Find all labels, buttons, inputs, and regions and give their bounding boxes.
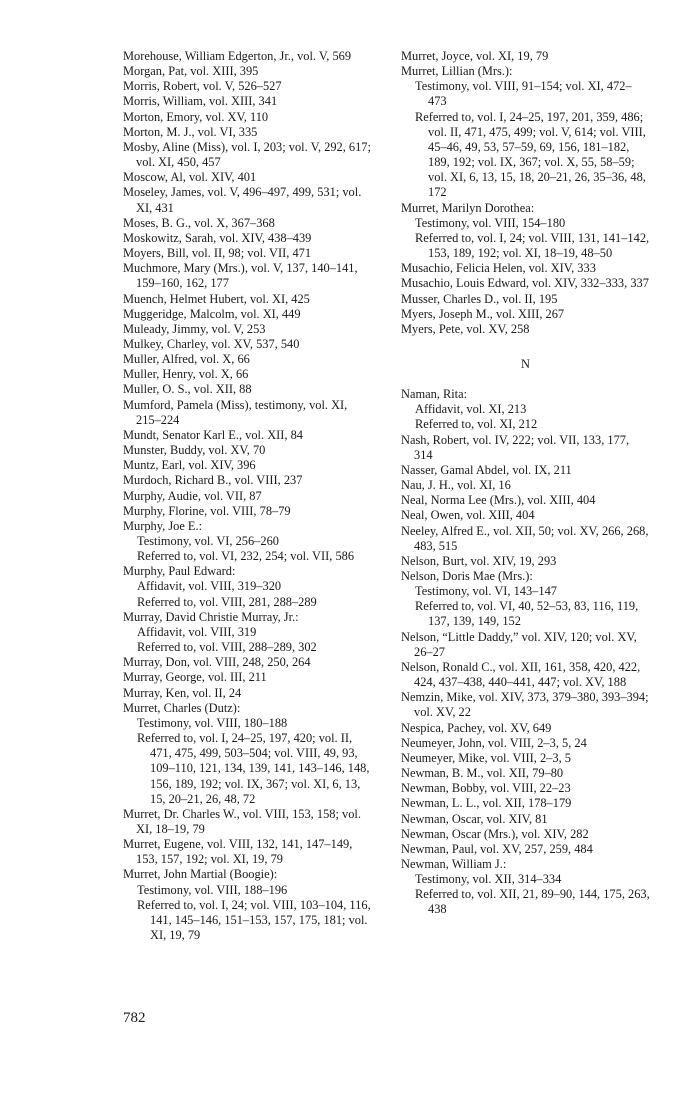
- index-entry: Morris, Robert, vol. V, 526–527: [123, 79, 282, 94]
- index-subentry: Referred to, vol. I, 24–25, 197, 201, 359, 486; vol. II, 471, 475, 499; vol. V, 614; vol. VIII, 45–46, 49, 53, 57–59, 69, 156, 181–182, 189, 192; vol. IX, 367; vol. X, 55, 58–59; vol. XI, 6, 13, 15, 18, 20–21, 26, 35–36, 48, 172: [415, 109, 646, 200]
- index-subentry: Testimony, vol. XII, 314–334: [415, 872, 562, 887]
- index-entry: Newman, Paul, vol. XV, 257, 259, 484: [401, 841, 593, 856]
- index-entry: Moscow, Al, vol. XIV, 401: [123, 170, 257, 185]
- index-column-right: [401, 49, 650, 918]
- index-entry: Nelson, “Little Daddy,” vol. XIV, 120; vol. XV, 26–27: [401, 629, 637, 659]
- index-entry: Neal, Norma Lee (Mrs.), vol. XIII, 404: [401, 493, 596, 508]
- index-subentry: Referred to, vol. VIII, 288–289, 302: [137, 640, 317, 655]
- index-entry: Moskowitz, Sarah, vol. XIV, 438–439: [123, 230, 312, 245]
- index-entry: Mulkey, Charley, vol. XV, 537, 540: [123, 336, 300, 351]
- index-entry: Morton, M. J., vol. VI, 335: [123, 124, 258, 139]
- index-entry: Murphy, Audie, vol. VII, 87: [123, 488, 262, 503]
- index-subentry: Testimony, vol. VIII, 180–188: [137, 715, 288, 730]
- index-entry: Neeley, Alfred E., vol. XII, 50; vol. XV, 266, 268, 483, 515: [401, 523, 649, 553]
- index-entry: Murphy, Paul Edward:: [123, 564, 236, 579]
- index-entry: Muggeridge, Malcolm, vol. XI, 449: [123, 306, 301, 321]
- index-entry: Nau, J. H., vol. XI, 16: [401, 478, 511, 493]
- index-entry: Moseley, James, vol. V, 496–497, 499, 531; vol. XI, 431: [123, 185, 362, 215]
- index-subentry: Referred to, vol. XI, 212: [415, 417, 538, 432]
- index-entry: Muller, Henry, vol. X, 66: [123, 367, 249, 382]
- page-number: 782: [123, 1010, 146, 1026]
- index-entry: Murret, Lillian (Mrs.):: [401, 64, 513, 79]
- index-entry: Newman, Oscar (Mrs.), vol. XIV, 282: [401, 826, 589, 841]
- index-entry: Murray, David Christie Murray, Jr.:: [123, 609, 299, 624]
- index-entry: Mundt, Senator Karl E., vol. XII, 84: [123, 427, 303, 442]
- index-entry: Morton, Emory, vol. XV, 110: [123, 109, 269, 124]
- index-entry: Mosby, Aline (Miss), vol. I, 203; vol. V, 292, 617; vol. XI, 450, 457: [123, 139, 371, 170]
- index-entry: Morehouse, William Edgerton, Jr., vol. V, 569: [123, 49, 352, 63]
- index-entry: Musser, Charles D., vol. II, 195: [401, 291, 558, 306]
- index-entry: Moses, B. G., vol. X, 367–368: [123, 215, 275, 230]
- index-entry: Murret, Joyce, vol. XI, 19, 79: [401, 49, 549, 63]
- index-entry: Neumeyer, John, vol. VIII, 2–3, 5, 24: [401, 735, 587, 750]
- index-subentry: Affidavit, vol. XI, 213: [415, 402, 527, 417]
- index-entry: Moyers, Bill, vol. II, 98; vol. VII, 471: [123, 246, 312, 261]
- index-entry: Nelson, Ronald C., vol. XII, 161, 358, 420, 422, 424, 437–438, 440–441, 447; vol. XV, 188: [401, 659, 641, 690]
- index-entry: Murret, Eugene, vol. VIII, 132, 141, 147–149, 153, 157, 192; vol. XI, 19, 79: [123, 837, 353, 867]
- index-entry: Naman, Rita:: [401, 387, 468, 402]
- index-subentry: Testimony, vol. VI, 256–260: [137, 534, 279, 548]
- index-entry: Nemzin, Mike, vol. XIV, 373, 379–380, 393–394; vol. XV, 22: [401, 690, 649, 720]
- index-subentry: Affidavit, vol. VIII, 319–320: [137, 579, 282, 594]
- index-entry: Murray, Ken, vol. II, 24: [123, 685, 242, 700]
- index-subentry: Testimony, vol. VIII, 91–154; vol. XI, 472–473: [415, 79, 632, 109]
- index-entry: Murret, Marilyn Dorothea:: [401, 200, 535, 215]
- index-entry: Newman, Oscar, vol. XIV, 81: [401, 811, 548, 826]
- index-entry: Murret, Charles (Dutz):: [123, 700, 241, 715]
- index-entry: Musachio, Felicia Helen, vol. XIV, 333: [401, 261, 596, 276]
- index-column-left: [123, 49, 372, 943]
- section-letter-heading: N: [521, 356, 530, 371]
- index-entry: Munster, Buddy, vol. XV, 70: [123, 443, 266, 458]
- index-entry: Muench, Helmet Hubert, vol. XI, 425: [123, 291, 310, 306]
- index-entry: Murret, John Martial (Boogie):: [123, 867, 278, 882]
- index-entry: Myers, Pete, vol. XV, 258: [401, 321, 530, 336]
- index-entry: Murret, Dr. Charles W., vol. VIII, 153, 158; vol. XI, 18–19, 79: [123, 806, 361, 836]
- index-subentry: Referred to, vol. VI, 40, 52–53, 83, 116, 119, 137, 139, 149, 152: [415, 599, 639, 629]
- index-subentry: Referred to, vol. XII, 21, 89–90, 144, 175, 263, 438: [415, 887, 650, 917]
- index-entry: Nespica, Pachey, vol. XV, 649: [401, 720, 552, 735]
- index-entry: Newman, Bobby, vol. VIII, 22–23: [401, 781, 571, 796]
- index-entry: Myers, Joseph M., vol. XIII, 267: [401, 306, 565, 321]
- index-subentry: Referred to, vol. I, 24; vol. VIII, 103–104, 116, 141, 145–146, 151–153, 157, 175, 181; vol. XI, 19, 79: [137, 897, 371, 943]
- index-entry: Nasser, Gamal Abdel, vol. IX, 211: [401, 462, 572, 477]
- index-entry: Newman, B. M., vol. XII, 79–80: [401, 766, 564, 781]
- index-entry: Musachio, Louis Edward, vol. XIV, 332–333, 337: [401, 276, 649, 291]
- index-entry: Mumford, Pamela (Miss), testimony, vol. XI, 215–224: [123, 397, 348, 427]
- index-subentry: Referred to, vol. I, 24; vol. VIII, 131, 141–142, 153, 189, 192; vol. XI, 18–19, 48–50: [415, 230, 650, 261]
- index-entry: Nelson, Doris Mae (Mrs.):: [401, 569, 533, 583]
- index-entry: Morgan, Pat, vol. XIII, 395: [123, 64, 259, 79]
- index-entry: Neal, Owen, vol. XIII, 404: [401, 508, 535, 523]
- index-entry: Morris, William, vol. XIII, 341: [123, 94, 278, 109]
- index-entry: Muleady, Jimmy, vol. V, 253: [123, 321, 266, 336]
- index-entry: Newman, William J.:: [401, 856, 507, 871]
- index-subentry: Testimony, vol. VIII, 188–196: [137, 882, 288, 897]
- index-subentry: Testimony, vol. VI, 143–147: [415, 584, 557, 599]
- index-entry: Murdoch, Richard B., vol. VIII, 237: [123, 473, 303, 488]
- index-entry: Murray, George, vol. III, 211: [123, 670, 267, 685]
- index-entry: Muller, O. S., vol. XII, 88: [123, 382, 252, 397]
- index-entry: Muchmore, Mary (Mrs.), vol. V, 137, 140–141, 159–160, 162, 177: [123, 261, 358, 291]
- index-entry: Newman, L. L., vol. XII, 178–179: [401, 796, 572, 811]
- index-subentry: Referred to, vol. VI, 232, 254; vol. VII, 586: [137, 549, 355, 564]
- index-entry: Neumeyer, Mike, vol. VIII, 2–3, 5: [401, 750, 571, 765]
- index-subentry: Referred to, vol. I, 24–25, 197, 420; vol. II, 471, 475, 499, 503–504; vol. VIII, 49, 93, 109–110, 121, 134, 139, 141, 143–146, 148, 156, 189, 192; vol. IX, 367; vol. XI, 6, 13, 15, 20–21, 26, 48, 72: [137, 731, 370, 806]
- index-entry: Nelson, Burt, vol. XIV, 19, 293: [401, 553, 557, 568]
- index-entry: Muntz, Earl, vol. XIV, 396: [123, 458, 256, 473]
- index-subentry: Affidavit, vol. VIII, 319: [137, 624, 257, 639]
- index-entry: Murphy, Florine, vol. VIII, 78–79: [123, 503, 291, 518]
- index-entry: Muller, Alfred, vol. X, 66: [123, 352, 250, 367]
- index-entry: Murray, Don, vol. VIII, 248, 250, 264: [123, 655, 311, 670]
- index-subentry: Testimony, vol. VIII, 154–180: [415, 215, 566, 230]
- index-subentry: Referred to, vol. VIII, 281, 288–289: [137, 594, 317, 609]
- index-entry: Murphy, Joe E.:: [123, 518, 203, 533]
- index-entry: Nash, Robert, vol. IV, 222; vol. VII, 133, 177, 314: [401, 432, 630, 462]
